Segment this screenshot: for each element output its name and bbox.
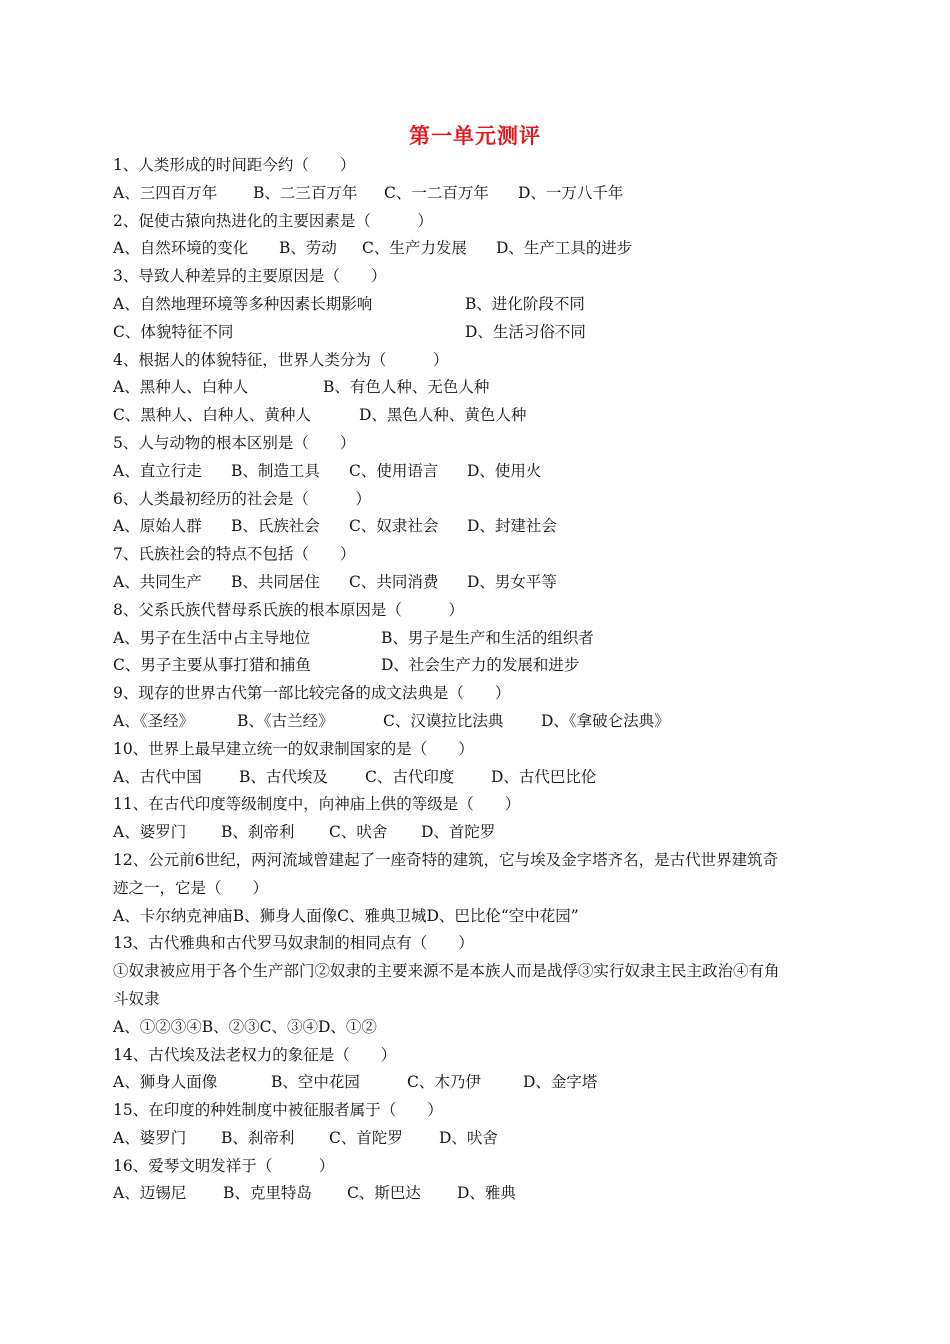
option-c: C、一二百万年 <box>384 183 489 202</box>
option-a: A、古代中国 <box>113 767 202 786</box>
option-d: D、生活习俗不同 <box>465 322 586 341</box>
option-d: D、社会生产力的发展和进步 <box>381 656 580 675</box>
question-list <box>113 152 843 1208</box>
options-1 <box>113 180 843 208</box>
options-6 <box>113 513 843 541</box>
options-9 <box>113 708 843 736</box>
options-10 <box>113 764 843 792</box>
option-b: B、刹帝利 <box>221 823 295 842</box>
question-12: 12、公元前6世纪，两河流域曾建起了一座奇特的建筑，它与埃及金字塔齐名，是古代世界建筑奇 <box>113 850 779 869</box>
option-b: B、劳动 <box>279 239 337 258</box>
option-a: A、黑种人、白种人 <box>113 378 249 397</box>
option-b: B、共同居住 <box>231 572 320 591</box>
question-2: 2、促使古猿向热进化的主要因素是（ ） <box>113 211 433 230</box>
option-d: D、一万八千年 <box>518 183 624 202</box>
option-a: A、共同生产 <box>113 572 202 591</box>
options-4a <box>113 374 843 402</box>
option-a: A、原始人群 <box>113 517 202 536</box>
question-11: 11、在古代印度等级制度中，向神庙上供的等级是（ ） <box>113 795 521 814</box>
option-b: B、氏族社会 <box>231 517 320 536</box>
option-c: C、木乃伊 <box>407 1073 481 1092</box>
option-c: C、生产力发展 <box>362 239 467 258</box>
option-a: A、直立行走 <box>113 461 202 480</box>
options-3b <box>113 319 843 347</box>
options-13 <box>113 1014 843 1042</box>
option-d: D、首陀罗 <box>421 823 496 842</box>
option-c: C、奴隶社会 <box>349 517 439 536</box>
options-8b <box>113 652 843 680</box>
option-d: D、使用火 <box>467 461 542 480</box>
question-14: 14、古代埃及法老权力的象征是（ ） <box>113 1045 397 1064</box>
option-b: B、刹帝利 <box>221 1128 295 1147</box>
option-b: B、《古兰经》 <box>237 711 334 730</box>
option-b: B、制造工具 <box>231 461 320 480</box>
option-c: C、使用语言 <box>349 461 439 480</box>
option-a: A、婆罗门 <box>113 823 187 842</box>
option-b: B、二三百万年 <box>253 183 358 202</box>
options-12 <box>113 903 843 931</box>
question-6: 6、人类最初经历的社会是（ ） <box>113 489 371 508</box>
question-4: 4、根据人的体貌特征，世界人类分为（ ） <box>113 350 449 369</box>
option-b: B、古代埃及 <box>239 767 328 786</box>
question-9: 9、现存的世界古代第一部比较完备的成文法典是（ ） <box>113 684 511 703</box>
question-13-statements-cont: 斗奴隶 <box>113 989 160 1008</box>
option-c: C、共同消费 <box>349 572 439 591</box>
option-d: D、雅典 <box>457 1184 516 1203</box>
option-b: B、男子是生产和生活的组织者 <box>381 628 594 647</box>
question-1: 1、人类形成的时间距今约（ ） <box>113 156 356 174</box>
option-a: A、三四百万年 <box>113 183 218 202</box>
option-b: B、克里特岛 <box>223 1184 312 1203</box>
question-16: 16、爱琴文明发祥于（ ） <box>113 1156 335 1175</box>
options-15 <box>113 1125 843 1153</box>
page-title: 第一单元测评 <box>409 124 541 148</box>
option-a: A、自然地理环境等多种因素长期影响 <box>113 294 373 313</box>
option-c: C、汉谟拉比法典 <box>383 711 504 730</box>
option-a: A、《圣经》 <box>113 711 194 730</box>
question-13-statements: ①奴隶被应用于各个生产部门②奴隶的主要来源不是本族人而是战俘③实行奴隶主民主政治④有角 <box>113 962 780 981</box>
option-a: A、婆罗门 <box>113 1128 187 1147</box>
option-a: A、狮身人面像 <box>113 1073 218 1092</box>
question-7: 7、氏族社会的特点不包括（ ） <box>113 545 356 564</box>
option-d: D、男女平等 <box>467 572 557 591</box>
options-16 <box>113 1180 843 1208</box>
options-14 <box>113 1069 843 1097</box>
option-c: C、黑种人、白种人、黄种人 <box>113 406 311 425</box>
option-d: D、《拿破仑法典》 <box>541 711 670 730</box>
options-combined: A、卡尔纳克神庙B、狮身人面像C、雅典卫城D、巴比伦“空中花园” <box>113 906 579 925</box>
option-d: D、黑色人种、黄色人种 <box>359 406 527 425</box>
question-5: 5、人与动物的根本区别是（ ） <box>113 433 356 452</box>
option-b: B、有色人种、无色人种 <box>323 378 490 397</box>
option-b: B、进化阶段不同 <box>465 294 585 313</box>
options-2 <box>113 235 843 263</box>
option-a: A、自然环境的变化 <box>113 239 249 258</box>
option-d: D、生产工具的进步 <box>496 239 633 258</box>
question-3: 3、导致人种差异的主要原因是（ ） <box>113 267 387 286</box>
option-d: D、封建社会 <box>467 517 557 536</box>
options-4b <box>113 402 843 430</box>
option-b: B、空中花园 <box>271 1073 360 1092</box>
option-c: C、体貌特征不同 <box>113 322 234 341</box>
question-10: 10、世界上最早建立统一的奴隶制国家的是（ ） <box>113 739 474 758</box>
question-13: 13、古代雅典和古代罗马奴隶制的相同点有（ ） <box>113 934 474 953</box>
options-11 <box>113 819 843 847</box>
question-12-cont: 迹之一，它是（ ） <box>113 878 269 897</box>
options-3a <box>113 291 843 319</box>
question-15: 15、在印度的种姓制度中被征服者属于（ ） <box>113 1101 443 1120</box>
option-a: A、男子在生活中占主导地位 <box>113 628 311 647</box>
option-c: C、男子主要从事打猎和捕鱼 <box>113 656 311 675</box>
options-combined: A、①②③④B、②③C、③④D、①② <box>113 1017 377 1036</box>
option-a: A、迈锡尼 <box>113 1184 187 1203</box>
options-7 <box>113 569 843 597</box>
options-5 <box>113 458 843 486</box>
option-d: D、金字塔 <box>523 1073 598 1092</box>
option-c: C、首陀罗 <box>329 1128 403 1147</box>
option-c: C、斯巴达 <box>347 1184 421 1203</box>
option-d: D、古代巴比伦 <box>491 767 597 786</box>
question-8: 8、父系氏族代替母系氏族的根本原因是（ ） <box>113 600 464 619</box>
option-c: C、吠舍 <box>329 823 388 842</box>
option-d: D、吠舍 <box>439 1128 498 1147</box>
options-8a <box>113 625 843 653</box>
option-c: C、古代印度 <box>365 767 455 786</box>
